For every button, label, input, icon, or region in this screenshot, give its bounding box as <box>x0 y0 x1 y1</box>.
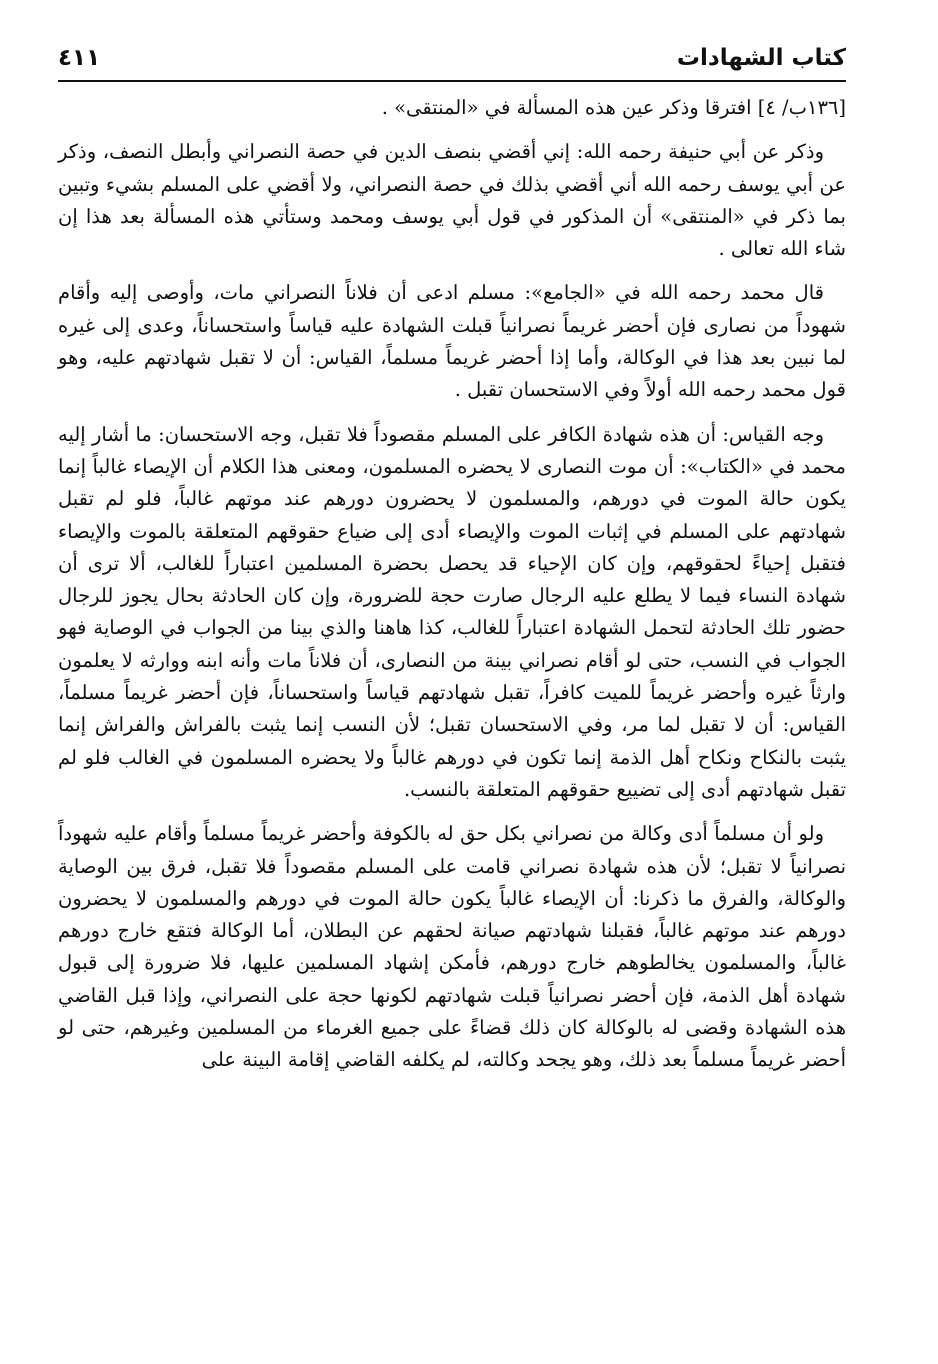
body-text <box>58 92 846 1089</box>
page-header <box>58 36 846 82</box>
page-number: ٤١١ <box>58 45 101 71</box>
paragraph-4: وجه القياس: أن هذه شهادة الكافر على المسلم مقصوداً فلا تقبل، وجه الاستحسان: ما أشار إليه محمد في «الكتاب»: أن موت النصارى لا يحضره المسلمون، ومعنى هذا الكلام أن الإيصاء غالباً إنما يكون حالة الموت في دورهم، والمسلمون لا يحضرون دورهم عند موتهم غالباً، فلو لم تقبل شهادتهم على المسلم في إثبات الموت والإيصاء أدى إلى ضياع حقوقهم المتعلقة بالموت والإيصاء فتقبل إحياءً لحقوقهم، وإن كان الإحياء قد يحصل بحضرة المسلمين اعتباراً للغالب، ألا ترى أن شهادة النساء فيما لا يطلع عليه الرجال صارت حجة للضرورة، وإن كان الحادثة بحال يجوز للرجال حضور تلك الحادثة لتحمل الشهادة اعتباراً للغالب، كذا هاهنا والذي بينا من الجواب في الوصاية فهو الجواب في النسب، حتى لو أقام نصراني بينة من النصارى، أن فلاناً مات وأنه ابنه ووارثه لا يعلمون وارثاً غيره وأحضر غريماً للميت كافراً، تقبل شهادتهم قياساً واستحساناً، فإن أحضر غريماً مسلماً، القياس: أن لا تقبل لما مر، وفي الاستحسان تقبل؛ لأن النسب إنما يثبت بالفراش والفراش إنما يثبت بالنكاح ونكاح أهل الذمة إنما تكون في دورهم غالباً ولا يحضره المسلمون في الغالب فلو لم تقبل شهادتهم أدى إلى تضييع حقوقهم المتعلقة بالنسب. <box>58 422 846 801</box>
paragraph-1: [١٣٦ب/ ٤] افترقا وذكر عين هذه المسألة في «المنتقى» . <box>381 96 846 119</box>
paragraph-2: وذكر عن أبي حنيفة رحمه الله: إني أقضي بنصف الدين في حصة النصراني وأبطل النصف، وذكر عن أبي يوسف رحمه الله أني أقضي بذلك في حصة النصراني، ولا أقضي على المسلم بشيء وتبين بما ذكر في «المنتقى» أن المذكور في قول أبي يوسف ومحمد وستأتي هذه المسألة بعد هذا إن شاء الله تعالى . <box>58 140 846 261</box>
paragraph-5: ولو أن مسلماً أدى وكالة من نصراني بكل حق له بالكوفة وأحضر غريماً مسلماً وأقام عليه شهوداً نصرانياً لا تقبل؛ لأن هذه شهادة نصراني قامت على المسلم مقصوداً فلا تقبل، فرق بين الوصاية والوكالة، والفرق ما ذكرنا: أن الإيصاء غالباً يكون حالة الموت في دورهم والمسلمون لا يحضرون دورهم عند موتهم غالباً، فقبلنا شهادتهم صيانة لحقهم عن البطلان، أما الوكالة فتقع خارج دورهم غالباً، والمسلمون يخالطوهم خارج دورهم، فأمكن إشهاد المسلمين عليها، فلا ضرورة إلى قبول شهادة أهل الذمة، فإن أحضر نصرانياً قبلت شهادتهم لكونها حجة على النصراني، وإذا قبل القاضي هذه الشهادة وقضى له بالوكالة كان ذلك قضاءً على جميع الغرماء من المسلمين وغيرهم، حتى لو أحضر غريماً مسلماً بعد ذلك، وهو يجحد وكالته، لم يكلفه القاضي إقامة البينة على <box>58 822 846 1072</box>
paragraph-3: قال محمد رحمه الله في «الجامع»: مسلم ادعى أن فلاناً النصراني مات، وأوصى إليه وأقام شهوداً من نصارى فإن أحضر غريماً نصرانياً قبلت الشهادة عليه قياساً واستحساناً، وعدى إلى غيره لما نبين بعد هذا في الوكالة، وأما إذا أحضر غريماً مسلماً، القياس: أن لا تقبل شهادتهم عليه، وهو قول محمد رحمه الله أولاً وفي الاستحسان تقبل . <box>58 281 846 402</box>
running-title: كتاب الشهادات <box>676 45 846 71</box>
